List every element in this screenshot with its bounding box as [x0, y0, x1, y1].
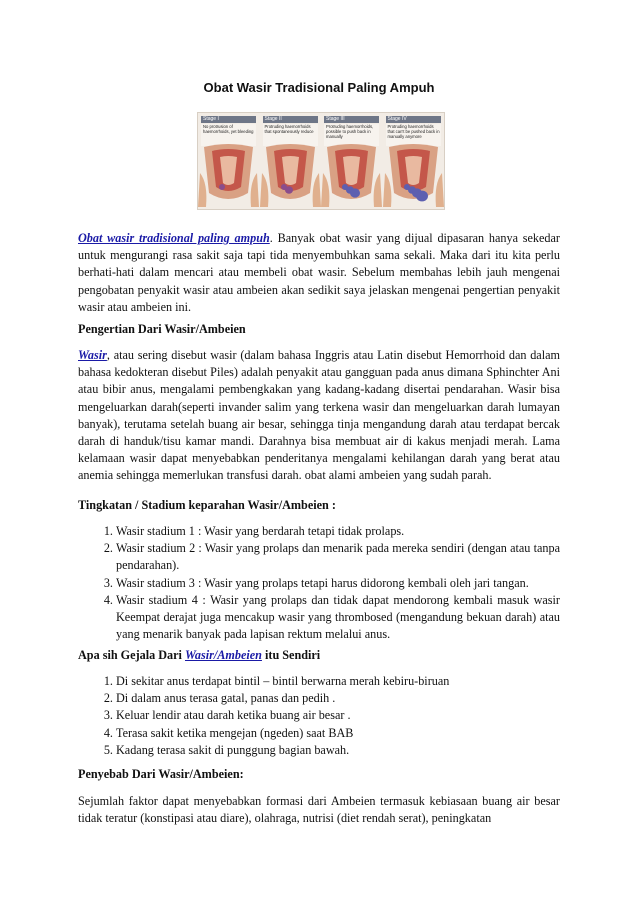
intro-paragraph	[78, 230, 560, 316]
section-heading-gejala	[78, 647, 320, 664]
intro-link[interactable]: Obat wasir tradisional paling ampuh	[78, 231, 270, 245]
list-item: 2. Di dalam anus terasa gatal, panas dan pedih .	[116, 690, 560, 707]
stage-panel	[260, 113, 321, 209]
stage-panel	[321, 113, 382, 209]
section-heading-pengertian: Pengertian Dari Wasir/Ambeien	[78, 322, 246, 336]
stage-panel	[198, 113, 259, 209]
anatomy-illustration	[321, 143, 382, 209]
gejala-list	[78, 673, 560, 759]
penyebab-paragraph	[78, 793, 560, 827]
wasir-ambeien-link[interactable]: Wasir/Ambeien	[184, 648, 262, 662]
anatomy-illustration	[383, 143, 444, 209]
stage-label: Stage IV	[386, 116, 441, 123]
list-item: 4. Terasa sakit ketika mengejan (ngeden) saat BAB	[116, 725, 560, 742]
list-item: 2. Wasir stadium 2 : Wasir yang prolaps dan menarik pada mereka sendiri (dengan atau tanpa pendarahan).	[116, 540, 560, 574]
penyebab-text: Sejumlah faktor dapat menyebabkan formasi dari Ambeien termasuk kebiasaan buang air besar tidak teratur (konstipasi atau diare), olahraga, nutrisi (diet rendah serat), peningkatan	[78, 794, 560, 826]
stage-caption: Protruding haemorrhoids that can't be pushed back in manually anymore	[386, 124, 441, 146]
stage-label: Stage I	[201, 116, 256, 123]
list-item: 1. Di sekitar anus terdapat bintil – bintil berwarna merah kebiru-biruan	[116, 673, 560, 690]
anatomy-illustration	[198, 143, 259, 209]
stadium-list	[78, 523, 560, 643]
stage-caption: Protruding haemorrhoids that spontaneously reduce	[263, 124, 318, 146]
wasir-link[interactable]: Wasir	[78, 348, 107, 362]
stage-caption: No protrusion of haemorrhoids, yet bleeding	[201, 124, 256, 146]
list-item: 4. Wasir stadium 4 : Wasir yang prolaps dan tidak dapat mendorong kembali masuk wasir Keempat derajat juga mencakup wasir yang thrombosed (mengandung bekuan darah) atau yang menarik banyak pada lapisan rektum melalui anus.	[116, 592, 560, 644]
gejala-heading-pre: Apa sih Gejala Dari	[78, 648, 185, 662]
gejala-heading-post: itu Sendiri	[261, 648, 321, 662]
intro-text: . Banyak obat wasir yang dijual dipasaran hanya sekedar untuk mengurangi rasa sakit saja tapi tida menyembuhkan sama sekali. Maka dari itu kita perlu berhati-hati dalam mencari atau membeli obat wasir. Sebelum membahas lebih jauh mengenai pengobatan penyakit wasir atau ambeien akan sedikit saya jelaskan mengenai pengertian penyakit wasir atau ambeien ini.	[78, 231, 560, 314]
page-title: Obat Wasir Tradisional Paling Ampuh	[203, 80, 435, 95]
pengertian-text: , atau sering disebut wasir (dalam bahasa Inggris atau Latin disebut Hemorrhoid dan dalam bahasa kedokteran disebut Piles) adalah penyakit atau gangguan pada anus dimana Sphinchter Ani atau bibir anus, mengalami pembengkakan yang kadang-kadang disertai pendarahan. Wasir bisa mengeluarkan darah(seperti invander salim yang terkena wasir dan mengeluarkan darah lumayan banyak), terutama setelah buang air besar, sehingga tinja mengandung darah atau terdapat bercak darah di handuk/tisu kamar mandi. Darahnya bisa membuat air di kakus menjadi merah. Lama kelamaan wasir dapat menyebabkan penderitanya mengalami kehilangan darah yang berat atau anemia sehingga memerlukan transfusi darah. obat alami ambeien yang sudah parah.	[78, 348, 560, 483]
hemorrhoid-stages-figure	[197, 112, 445, 210]
stage-label: Stage III	[324, 116, 379, 123]
section-heading-tingkatan: Tingkatan / Stadium keparahan Wasir/Ambeien :	[78, 498, 336, 512]
stage-label: Stage II	[263, 116, 318, 123]
list-item: 3. Wasir stadium 3 : Wasir yang prolaps tetapi harus didorong kembali oleh jari tangan.	[116, 575, 560, 592]
list-item: 5. Kadang terasa sakit di punggung bagian bawah.	[116, 742, 560, 759]
list-item: 1. Wasir stadium 1 : Wasir yang berdarah tetapi tidak prolaps.	[116, 523, 560, 540]
section-heading-penyebab: Penyebab Dari Wasir/Ambeien:	[78, 767, 244, 781]
anatomy-illustration	[260, 143, 321, 209]
pengertian-paragraph	[78, 347, 560, 485]
stage-caption: Protruding haemorrhoids, possible to push back in manually	[324, 124, 379, 146]
stage-panel	[383, 113, 444, 209]
list-item: 3. Keluar lendir atau darah ketika buang air besar .	[116, 707, 560, 724]
